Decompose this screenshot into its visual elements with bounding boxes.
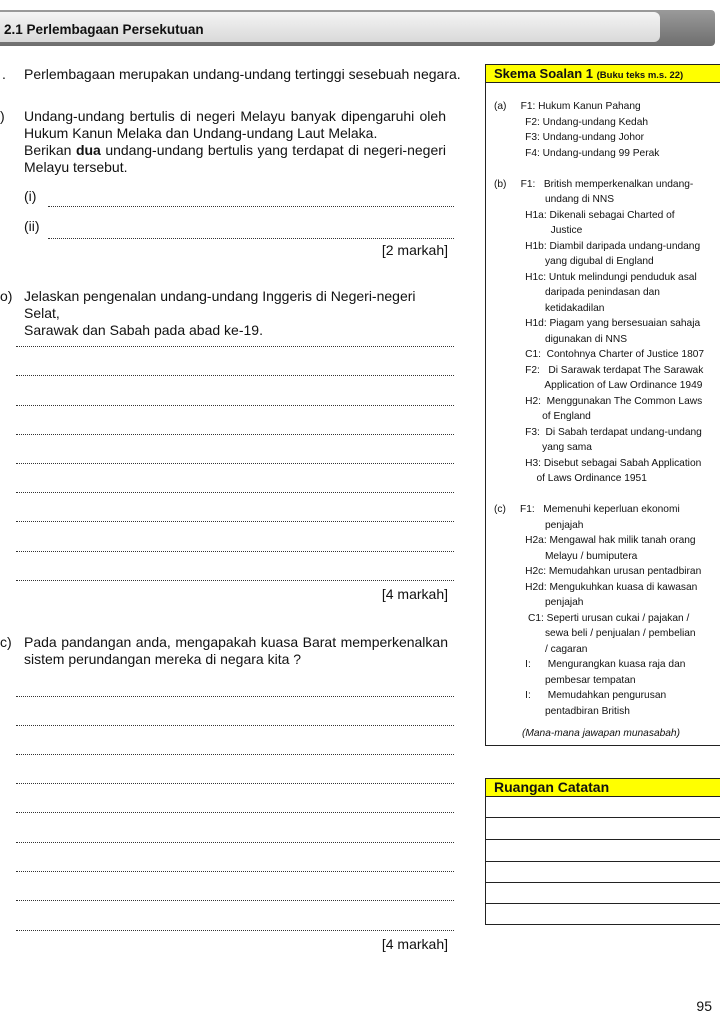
question-b-marks (382, 586, 448, 602)
answer-scheme-line: H2c: Memudahkan urusan pentadbiran (494, 566, 702, 577)
answer-line-ii[interactable] (48, 238, 454, 239)
answer-line[interactable] (16, 551, 454, 552)
answer-scheme-line: (b) F1: British memperkenalkan undang- (494, 178, 694, 190)
answer-scheme-line: F2: Di Sarawak terdapat The Sarawak (494, 364, 704, 376)
answer-scheme-box (485, 64, 720, 746)
answer-scheme-line: H2a: Mengawal hak milik tanah orang (494, 535, 696, 546)
answer-line[interactable] (16, 900, 454, 901)
intro-text: Perlembagaan merupakan undang-undang tertinggi sesebuah negara. (24, 66, 461, 82)
marks-text: [2 markah] (381, 242, 448, 258)
answer-scheme-footnote: (Mana-mana jawapan munasabah) (522, 728, 680, 739)
answer-line[interactable] (16, 930, 454, 931)
notes-line[interactable] (486, 882, 720, 883)
answer-scheme-line: penjajah (494, 519, 584, 531)
answer-label-ii: (ii) (24, 218, 40, 234)
answer-scheme-line: of Laws Ordinance 1951 (494, 473, 647, 484)
answer-line[interactable] (16, 871, 454, 872)
answer-line[interactable] (16, 696, 454, 697)
answer-line[interactable] (16, 405, 454, 406)
answer-scheme-line: F3: Di Sabah terdapat undang-undang (494, 426, 702, 438)
answer-line[interactable] (16, 842, 454, 843)
answer-line[interactable] (16, 346, 454, 347)
answer-scheme-line: H1b: Diambil daripada undang-undang (494, 240, 701, 252)
answer-scheme-line: F2: Undang-undang Kedah (494, 116, 649, 128)
answer-line[interactable] (16, 434, 454, 435)
question-a-line3-pre: Berikan (24, 142, 76, 158)
answer-line[interactable] (16, 783, 454, 784)
answer-line[interactable] (16, 580, 454, 581)
question-b-line1: Jelaskan pengenalan undang-undang Inggeris di Negeri-negeri Selat, (24, 288, 416, 321)
question-a-marks (382, 242, 448, 258)
answer-line[interactable] (16, 725, 454, 726)
answer-scheme-line: sewa beli / penjualan / pembelian (494, 628, 696, 639)
page-number: 95 (696, 998, 712, 1014)
answer-scheme-line: penjajah (494, 597, 584, 608)
section-title: 2.1 Perlembagaan Persekutuan (4, 22, 204, 37)
notes-box (485, 778, 720, 925)
answer-scheme-line: C1: Contohnya Charter of Justice 1807 (494, 349, 705, 360)
notes-line[interactable] (486, 839, 720, 840)
question-a-line3 (24, 142, 446, 159)
answer-line[interactable] (16, 521, 454, 522)
answer-scheme-line: Melayu / bumiputera (494, 550, 638, 562)
notes-line[interactable] (486, 861, 720, 862)
question-a-number: ) (0, 108, 5, 124)
answer-scheme-reference: (Buku teks m.s. 22) (596, 70, 684, 81)
notes-line[interactable] (486, 903, 720, 904)
answer-line-i[interactable] (48, 206, 454, 207)
notes-header: Ruangan Catatan (486, 779, 720, 797)
answer-scheme-line: H1d: Piagam yang bersesuaian sahaja (494, 318, 701, 329)
answer-scheme-line: (a) F1: Hukum Kanun Pahang (494, 101, 641, 112)
answer-scheme-line: F3: Undang-undang Johor (494, 132, 645, 143)
notes-line[interactable] (486, 817, 720, 818)
answer-scheme-line: I: Mengurangkan kuasa raja dan (494, 659, 686, 670)
answer-scheme-line: Justice (494, 225, 583, 236)
answer-scheme-line: H2d: Mengukuhkan kuasa di kawasan (494, 581, 698, 593)
question-c-number: c) (0, 634, 12, 650)
answer-scheme-line: undang di NNS (494, 194, 615, 205)
answer-line[interactable] (16, 463, 454, 464)
answer-scheme-line: pentadbiran British (494, 705, 630, 717)
section-header (0, 10, 715, 46)
question-a-line4: Melayu tersebut. (24, 159, 128, 175)
answer-line[interactable] (16, 812, 454, 813)
answer-scheme-line: Application of Law Ordinance 1949 (494, 380, 703, 391)
answer-line[interactable] (16, 492, 454, 493)
marks-text: [4 markah] (381, 586, 448, 602)
answer-scheme-line: (c) F1: Memenuhi keperluan ekonomi (494, 504, 680, 515)
answer-scheme-line: F4: Undang-undang 99 Perak (494, 147, 660, 159)
answer-scheme-line: daripada penindasan dan (494, 287, 660, 298)
answer-scheme-line: pembesar tempatan (494, 674, 636, 686)
question-a-line2: Hukum Kanun Melaka dan Undang-undang Laut Melaka. (24, 125, 378, 141)
marks-text: [4 markah] (381, 936, 448, 952)
answer-scheme-line: H1c: Untuk melindungi penduduk asal (494, 271, 697, 283)
answer-scheme-header (486, 65, 720, 83)
question-c-marks (382, 936, 448, 952)
answer-scheme-line: ketidakadilan (494, 302, 605, 314)
question-c-text (24, 634, 448, 668)
answer-scheme-line: / cagaran (494, 643, 588, 655)
answer-scheme-line: yang sama (494, 442, 592, 453)
answer-scheme-line: I: Memudahkan pengurusan (494, 690, 667, 701)
answer-scheme-line: H3: Disebut sebagai Sabah Application (494, 457, 702, 469)
answer-scheme-line: digunakan di NNS (494, 333, 628, 345)
answer-scheme-title: Skema Soalan 1 (494, 66, 593, 81)
intro-number: . (2, 66, 6, 82)
answer-label-i: (i) (24, 188, 37, 204)
question-a-text (24, 108, 446, 176)
question-b-line2: Sarawak dan Sabah pada abad ke-19. (24, 322, 263, 338)
answer-scheme-line: C1: Seperti urusan cukai / pajakan / (494, 612, 690, 624)
question-b-text (24, 288, 454, 339)
question-b-number: o) (0, 288, 13, 304)
question-a-line3-post: undang-undang bertulis yang terdapat di negeri-negeri (100, 142, 447, 158)
answer-line[interactable] (16, 375, 454, 376)
question-a-keyword: dua (75, 142, 101, 158)
answer-scheme-line: of England (494, 411, 591, 422)
answer-scheme-line: H1a: Dikenali sebagai Charted of (494, 209, 675, 221)
question-c-line2: sistem perundangan mereka di negara kita ? (24, 651, 302, 667)
answer-scheme-line: H2: Menggunakan The Common Laws (494, 395, 703, 407)
answer-line[interactable] (16, 754, 454, 755)
answer-scheme-line: yang digubal di England (494, 256, 654, 267)
question-a-line1: Undang-undang bertulis di negeri Melayu banyak dipengaruhi oleh (24, 108, 446, 124)
question-c-line1: Pada pandangan anda, mengapakah kuasa Barat memperkenalkan (24, 634, 448, 650)
